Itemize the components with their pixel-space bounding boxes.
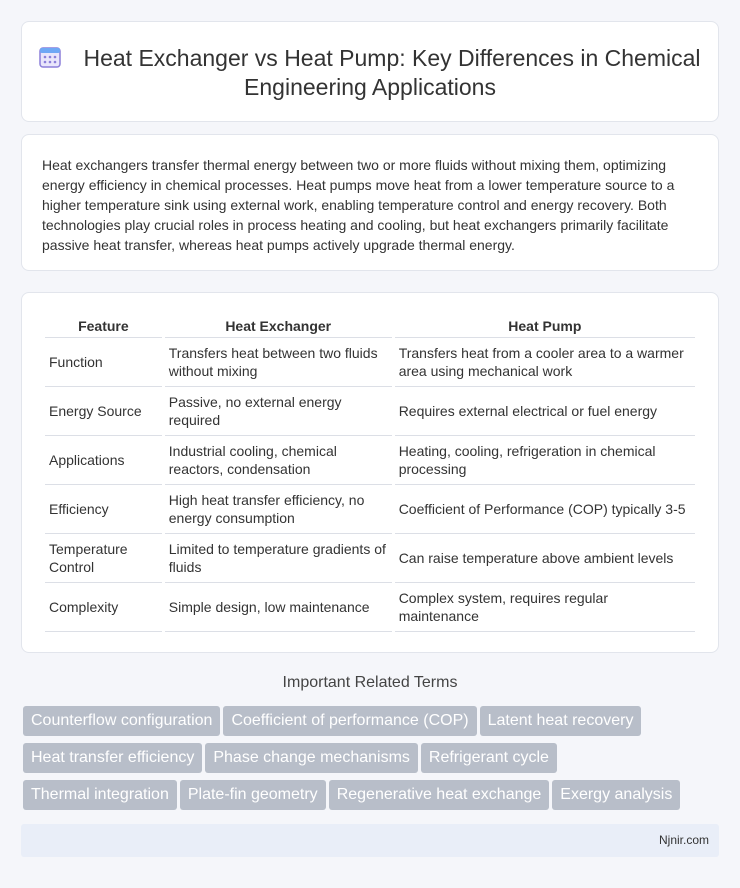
intro-paragraph: Heat exchangers transfer thermal energy between two or more fluids without mixing them, optimizing energy efficiency in chemical processes. Heat pumps move heat from a lower temperature source to a higher temperature sink using external work, enabling temperature control and energy recovery. Both technologies play crucial roles in process heating and cooling, but heat exchangers primarily facilitate passive heat transfer, whereas heat pumps actively upgrade thermal energy. — [42, 157, 675, 253]
tag-phase-change-mechanisms[interactable]: Phase change mechanisms — [205, 743, 418, 773]
tag-row — [23, 706, 723, 743]
heat-pump-cell: Heating, cooling, refrigeration in chemical processing — [395, 436, 695, 485]
page-title — [22, 44, 718, 102]
header-heat-pump: Heat Pump — [395, 314, 695, 338]
tag-row — [23, 780, 723, 817]
table-row — [45, 534, 695, 583]
heat-exchanger-cell: Passive, no external energy required — [165, 387, 392, 436]
tag-coefficient-of-performance[interactable]: Coefficient of performance (COP) — [223, 706, 476, 736]
tag-plate-fin-geometry[interactable]: Plate-fin geometry — [180, 780, 326, 810]
feature-cell: Complexity — [45, 583, 162, 632]
feature-cell: Temperature Control — [45, 534, 162, 583]
calendar-grid-icon — [39, 46, 61, 68]
tag-heat-transfer-efficiency[interactable]: Heat transfer efficiency — [23, 743, 202, 773]
feature-cell: Efficiency — [45, 485, 162, 534]
tag-latent-heat-recovery[interactable]: Latent heat recovery — [480, 706, 642, 736]
page-title-text: Heat Exchanger vs Heat Pump: Key Differences in Chemical Engineering Applications — [83, 45, 701, 100]
comparison-table — [42, 314, 698, 632]
feature-cell: Applications — [45, 436, 162, 485]
heat-pump-cell: Can raise temperature above ambient levels — [395, 534, 695, 583]
title-card — [21, 21, 719, 122]
heat-pump-cell: Requires external electrical or fuel energy — [395, 387, 695, 436]
related-terms-list — [23, 706, 723, 817]
header-heat-exchanger: Heat Exchanger — [165, 314, 392, 338]
tag-regenerative-heat-exchange[interactable]: Regenerative heat exchange — [329, 780, 550, 810]
header-feature: Feature — [45, 314, 162, 338]
heat-exchanger-cell: Industrial cooling, chemical reactors, condensation — [165, 436, 392, 485]
heat-exchanger-cell: Transfers heat between two fluids without mixing — [165, 338, 392, 387]
table-header-row — [45, 314, 695, 338]
intro-card — [21, 134, 719, 271]
table-row — [45, 387, 695, 436]
comparison-table-card — [21, 292, 719, 653]
footer-site-name[interactable]: Njnir.com — [658, 833, 709, 847]
tag-thermal-integration[interactable]: Thermal integration — [23, 780, 177, 810]
feature-cell: Energy Source — [45, 387, 162, 436]
table-row — [45, 436, 695, 485]
heat-exchanger-cell: Limited to temperature gradients of fluids — [165, 534, 392, 583]
tag-counterflow-configuration[interactable]: Counterflow configuration — [23, 706, 220, 736]
footer — [21, 824, 719, 857]
tag-exergy-analysis[interactable]: Exergy analysis — [552, 780, 680, 810]
related-terms-heading: Important Related Terms — [282, 674, 458, 691]
feature-cell: Function — [45, 338, 162, 387]
heat-exchanger-cell: High heat transfer efficiency, no energy consumption — [165, 485, 392, 534]
table-row — [45, 338, 695, 387]
tag-row — [23, 743, 723, 780]
tag-refrigerant-cycle[interactable]: Refrigerant cycle — [421, 743, 557, 773]
heat-pump-cell: Complex system, requires regular maintenance — [395, 583, 695, 632]
heat-exchanger-cell: Simple design, low maintenance — [165, 583, 392, 632]
table-row — [45, 485, 695, 534]
heat-pump-cell: Coefficient of Performance (COP) typically 3-5 — [395, 485, 695, 534]
heat-pump-cell: Transfers heat from a cooler area to a warmer area using mechanical work — [395, 338, 695, 387]
table-row — [45, 583, 695, 632]
